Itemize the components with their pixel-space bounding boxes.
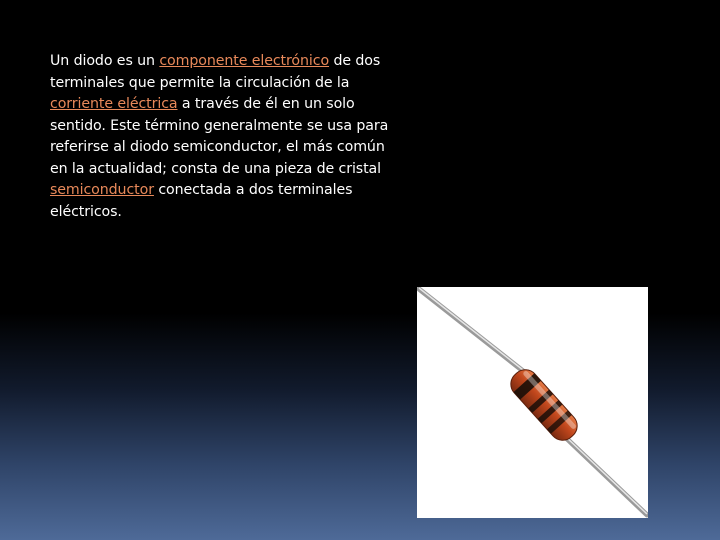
paragraph-text: a través de él en un solo sentido. Este término generalmente se usa para referirse al diodo semiconductor, el más común en la actualidad; consta de una pieza de cristal — [50, 96, 389, 177]
paragraph-text: Un diodo es un — [50, 53, 160, 69]
diode-photo — [417, 287, 648, 518]
link-semiconductor[interactable]: semiconductor — [50, 182, 154, 198]
diode-lead-top — [419, 289, 537, 382]
diode-illustration — [417, 287, 648, 518]
diode-lead-top-highlight — [419, 288, 537, 381]
link-corriente-electrica[interactable]: corriente eléctrica — [50, 96, 178, 112]
diode-body — [505, 364, 582, 445]
diode-lead-bottom-highlight — [565, 436, 647, 514]
paragraph-text: de dos terminales que permite la circulación de la — [50, 53, 381, 91]
body-paragraph — [50, 51, 400, 223]
paragraph-text: conectada a dos terminales eléctricos. — [50, 182, 353, 220]
link-componente-electronico[interactable]: componente electrónico — [159, 53, 330, 69]
